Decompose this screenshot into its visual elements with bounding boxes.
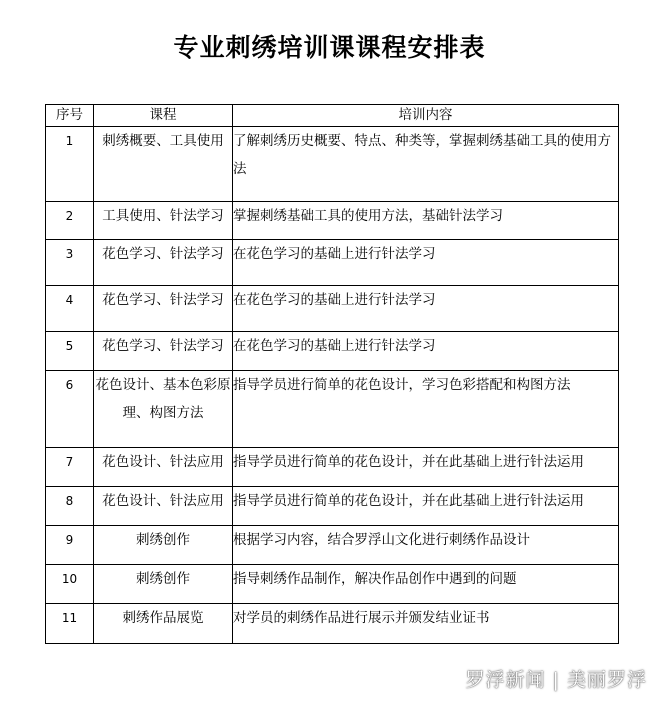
table-row [46, 127, 619, 202]
table-row [46, 565, 619, 604]
header-no: 序号 [46, 105, 94, 127]
row-course: 刺绣创作 [94, 526, 233, 565]
row-course: 花色设计、基本色彩原理、构图方法 [94, 371, 233, 448]
row-content: 掌握刺绣基础工具的使用方法，基础针法学习 [233, 202, 619, 240]
row-number: 11 [46, 604, 94, 644]
row-number: 8 [46, 487, 94, 526]
table-header-row [46, 105, 619, 127]
schedule-table [45, 104, 619, 644]
row-course: 花色学习、针法学习 [94, 332, 233, 371]
table-row [46, 202, 619, 240]
table-row [46, 371, 619, 448]
row-number: 5 [46, 332, 94, 371]
row-number: 1 [46, 127, 94, 202]
row-number: 10 [46, 565, 94, 604]
page-title: 专业刺绣培训课课程安排表 [173, 33, 486, 62]
row-number: 4 [46, 286, 94, 332]
row-course: 刺绣概要、工具使用 [94, 127, 233, 202]
row-course: 工具使用、针法学习 [94, 202, 233, 240]
row-content: 指导学员进行简单的花色设计，学习色彩搭配和构图方法 [233, 371, 619, 448]
table-row [46, 526, 619, 565]
row-course: 刺绣创作 [94, 565, 233, 604]
table-row [46, 286, 619, 332]
row-content: 根据学习内容，结合罗浮山文化进行刺绣作品设计 [233, 526, 619, 565]
row-content: 了解刺绣历史概要、特点、种类等，掌握刺绣基础工具的使用方法 [233, 127, 619, 202]
row-number: 7 [46, 448, 94, 487]
row-content: 指导学员进行简单的花色设计，并在此基础上进行针法运用 [233, 448, 619, 487]
table-row [46, 332, 619, 371]
table-row [46, 240, 619, 286]
row-course: 花色学习、针法学习 [94, 286, 233, 332]
row-content: 在花色学习的基础上进行针法学习 [233, 332, 619, 371]
table-row [46, 448, 619, 487]
row-course: 花色设计、针法应用 [94, 487, 233, 526]
row-content: 在花色学习的基础上进行针法学习 [233, 240, 619, 286]
header-content: 培训内容 [233, 105, 619, 127]
row-course: 花色学习、针法学习 [94, 240, 233, 286]
row-content: 对学员的刺绣作品进行展示并颁发结业证书 [233, 604, 619, 644]
table-row [46, 487, 619, 526]
row-number: 9 [46, 526, 94, 565]
row-course: 花色设计、针法应用 [94, 448, 233, 487]
header-course: 课程 [94, 105, 233, 127]
row-content: 在花色学习的基础上进行针法学习 [233, 286, 619, 332]
row-number: 3 [46, 240, 94, 286]
row-content: 指导刺绣作品制作，解决作品创作中遇到的问题 [233, 565, 619, 604]
watermark: 罗浮新闻 | 美丽罗浮 [465, 669, 647, 691]
row-course: 刺绣作品展览 [94, 604, 233, 644]
row-number: 2 [46, 202, 94, 240]
row-content: 指导学员进行简单的花色设计，并在此基础上进行针法运用 [233, 487, 619, 526]
row-number: 6 [46, 371, 94, 448]
table-row [46, 604, 619, 644]
